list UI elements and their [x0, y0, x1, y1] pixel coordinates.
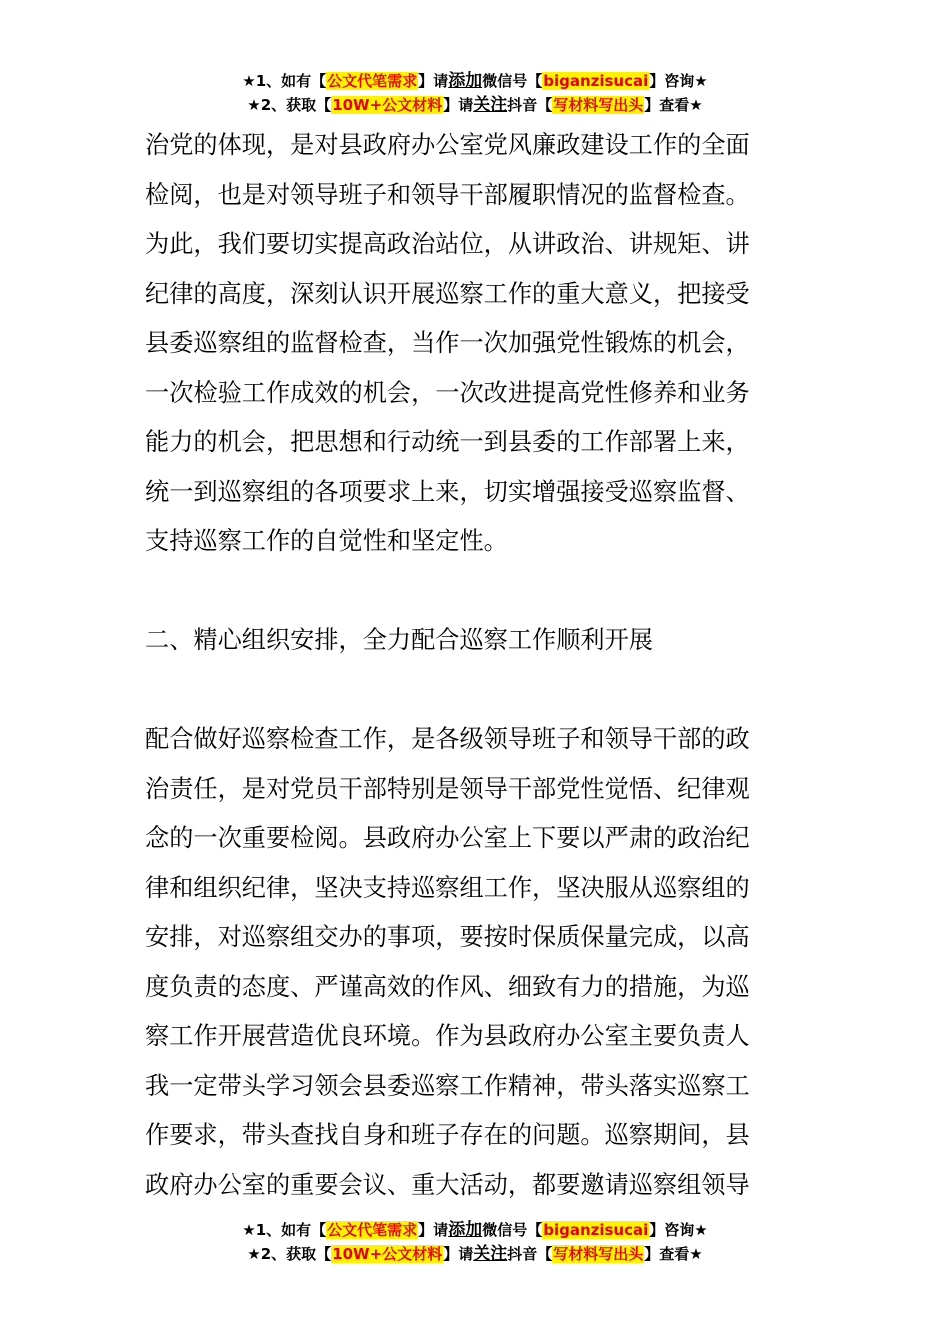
- highlight-wechat-id: biganzisucai: [543, 72, 649, 90]
- banner-text: 】请: [443, 1245, 474, 1263]
- star-icon: ★: [247, 1245, 261, 1263]
- paragraph-line: 为此，我们要切实提高政治站位，从讲政治、讲规矩、讲: [145, 230, 750, 258]
- banner-text: 】查看★: [644, 1245, 703, 1263]
- banner-text: 】咨询★: [649, 1221, 708, 1239]
- paragraph-line: 支持巡察工作的自觉性和坚定性。: [145, 527, 508, 555]
- highlight-service: 公文代笔需求: [327, 1221, 418, 1239]
- banner-line-2: [0, 1242, 950, 1266]
- spacer: [145, 666, 810, 716]
- banner-text: 】请: [443, 96, 474, 114]
- paragraph-line: 县委巡察组的监督检查，当作一次加强党性锻炼的机会，: [145, 329, 750, 357]
- star-icon: ★: [242, 1221, 256, 1239]
- section-heading: 二、精心组织安排，全力配合巡察工作顺利开展: [145, 626, 653, 654]
- paragraph-line: 察工作开展营造优良环境。作为县政府办公室主要负责人: [145, 1022, 750, 1050]
- paragraph-line: 统一到巡察组的各项要求上来，切实增强接受巡察监督、: [145, 477, 750, 506]
- highlight-materials: 10W+公文材料: [332, 96, 443, 114]
- star-icon: ★: [247, 96, 261, 114]
- banner-emphasis: 添加: [448, 1220, 483, 1240]
- highlight-douyin-id: 写材料写出头: [553, 96, 644, 114]
- document-body: [145, 121, 810, 1210]
- paragraph-line: 念的一次重要检阅。县政府办公室上下要以严肃的政治纪: [145, 824, 750, 852]
- highlight-service: 公文代笔需求: [327, 72, 418, 90]
- banner-emphasis: 添加: [448, 71, 483, 91]
- spacer: [145, 567, 810, 617]
- paragraph-1: [145, 121, 810, 567]
- paragraph-line: 律和组织纪律，坚决支持巡察组工作，坚决服从巡察组的: [145, 873, 750, 902]
- highlight-wechat-id: biganzisucai: [543, 1221, 649, 1239]
- banner-emphasis: 关注: [473, 1244, 508, 1264]
- banner-text: 1、如有【: [255, 1221, 327, 1239]
- header-banner: [0, 69, 950, 117]
- banner-text: 】咨询★: [649, 72, 708, 90]
- paragraph-line: 度负责的态度、严谨高效的作风、细致有力的措施，为巡: [145, 972, 750, 1001]
- footer-banner: [0, 1218, 950, 1266]
- banner-line-1: [0, 1218, 950, 1242]
- banner-text: 抖音【: [507, 96, 553, 114]
- paragraph-line: 配合做好巡察检查工作，是各级领导班子和领导干部的政: [145, 725, 750, 753]
- paragraph-line: 安排，对巡察组交办的事项，要按时保质保量完成，以高: [145, 923, 750, 951]
- banner-line-2: [0, 93, 950, 117]
- banner-text: 】查看★: [644, 96, 703, 114]
- banner-text: 微信号【: [482, 1221, 543, 1239]
- banner-text: 】请: [418, 1221, 449, 1239]
- banner-text: 】请: [418, 72, 449, 90]
- banner-text: 抖音【: [507, 1245, 553, 1263]
- paragraph-line: 政府办公室的重要会议、重大活动，都要邀请巡察组领导: [145, 1170, 750, 1199]
- banner-text: 微信号【: [482, 72, 543, 90]
- star-icon: ★: [242, 72, 256, 90]
- paragraph-line: 治责任，是对党员干部特别是领导干部党性觉悟、纪律观: [145, 774, 750, 803]
- banner-text: 1、如有【: [255, 72, 327, 90]
- paragraph-2: [145, 715, 810, 1210]
- banner-line-1: [0, 69, 950, 93]
- paragraph-line: 能力的机会，把思想和行动统一到县委的工作部署上来，: [145, 428, 750, 456]
- highlight-materials: 10W+公文材料: [332, 1245, 443, 1263]
- paragraph-line: 纪律的高度，深刻认识开展巡察工作的重大意义，把接受: [145, 279, 750, 308]
- paragraph-line: 治党的体现，是对县政府办公室党风廉政建设工作的全面: [145, 131, 750, 159]
- highlight-douyin-id: 写材料写出头: [553, 1245, 644, 1263]
- banner-text: 2、获取【: [260, 1245, 332, 1263]
- paragraph-line: 作要求，带头查找自身和班子存在的问题。巡察期间，县: [145, 1121, 750, 1149]
- banner-text: 2、获取【: [260, 96, 332, 114]
- paragraph-line: 一次检验工作成效的机会，一次改进提高党性修养和业务: [145, 378, 750, 407]
- banner-emphasis: 关注: [473, 95, 508, 115]
- paragraph-line: 检阅，也是对领导班子和领导干部履职情况的监督检查。: [145, 180, 750, 209]
- paragraph-line: 我一定带头学习领会县委巡察工作精神，带头落实巡察工: [145, 1071, 750, 1100]
